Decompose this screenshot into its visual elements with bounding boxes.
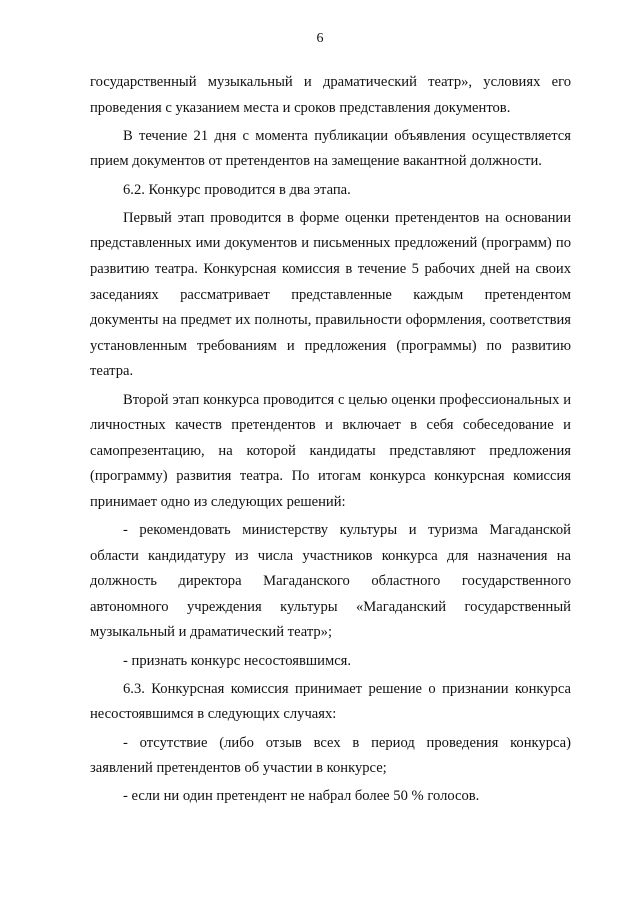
paragraph: государственный музыкальный и драматический театр», условиях его проведения с указанием места и сроков представления документов.: [90, 74, 571, 116]
list-item: - признать конкурс несостоявшимся.: [123, 652, 352, 669]
list-item: - если ни один претендент не набрал более 50 % голосов.: [123, 788, 480, 805]
page-number: 6: [316, 31, 324, 46]
paragraph: В течение 21 дня с момента публикации объявления осуществляется прием документов от претендентов на замещение вакантной должности.: [90, 127, 571, 170]
section-6-2-paragraph: 6.2. Конкурс проводится в два этапа.: [123, 181, 351, 198]
list-item: - рекомендовать министерству культуры и туризма Магаданской области кандидатуру из числа участников конкурса для назначения на должность директора Магаданского областного государственного автономного учреждения культуры «Магаданский государственный музыкальный и драматический театр»;: [90, 522, 571, 641]
list-item: - отсутствие (либо отзыв всех в период проведения конкурса) заявлений претендентов об участии в конкурсе;: [90, 734, 571, 777]
paragraph: Первый этап проводится в форме оценки претендентов на основании представленных ими документов и письменных предложений (программ) по развитию театра. Конкурсная комиссия в течение 5 рабочих дней на своих заседаниях рассматривает представленные каждым претендентом документы на предмет их полноты, правильности оформления, соответствия установленным требованиям и предложения (программы) по развитию театра.: [90, 209, 571, 380]
paragraph: Второй этап конкурса проводится с целью оценки профессиональных и личностных качеств претендентов и включает в себя собеседование и самопрезентацию, на которой кандидаты представляют предложения (программу) развития театра. По итогам конкурса конкурсная комиссия принимает одно из следующих решений:: [90, 391, 571, 510]
document-body: [90, 70, 571, 813]
section-6-3-paragraph: 6.3. Конкурсная комиссия принимает решение о признании конкурса несостоявшимся в следующих случаях:: [90, 680, 571, 723]
